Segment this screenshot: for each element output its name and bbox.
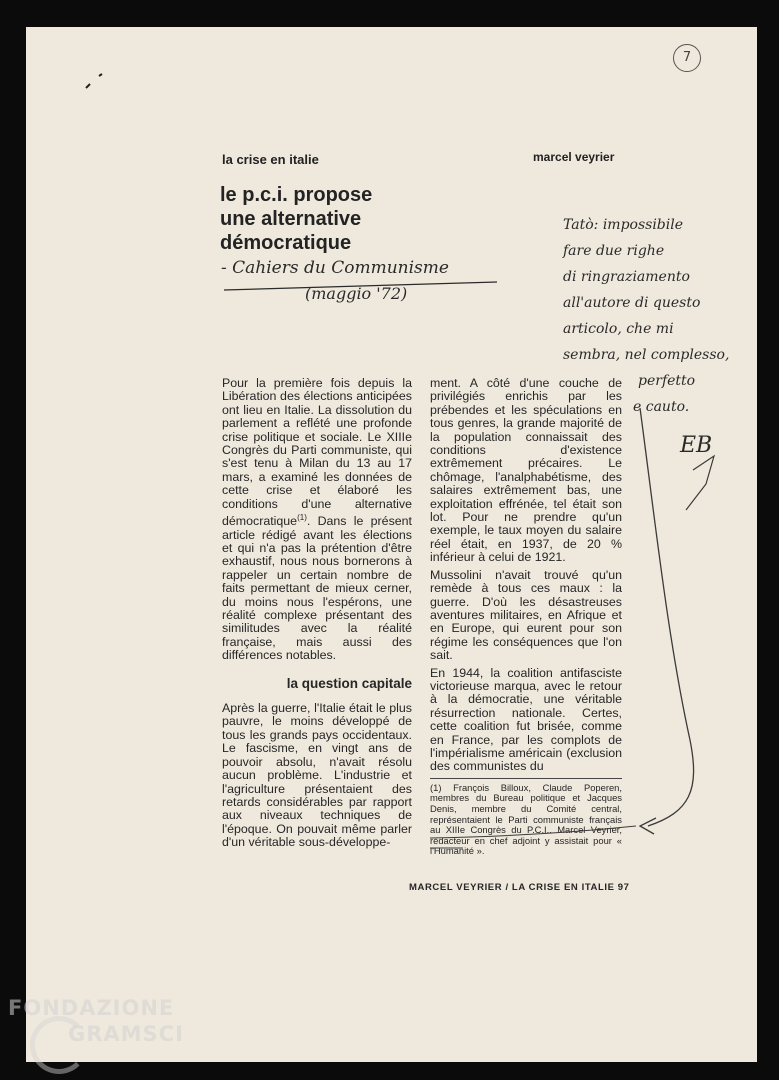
source-underline	[224, 282, 497, 290]
article-paragraph: ment. A côté d'une couche de privilégiés enrichis par les prébendes et les spéculations en tous genres, la grande majorité de la population connaissait des conditions d'existence extrêmement précaires. Le chômage, l'analphabétisme, des salaires extrêmement bas, une exploitation effrénée, tel était son lot. Pour ne prendre qu'un exemple, le taux moyen du salaire réel était, en 1937, de 20 % inférieur à celui de 1921.	[430, 376, 622, 565]
page-number-circled: 7	[673, 44, 701, 72]
handwritten-signature: EB	[680, 433, 713, 458]
footnote: (1) François Billoux, Claude Poperen, membres du Bureau politique et Jacques Denis, membre du Comité central, représentaient le Parti communiste français au XIIIe Congrès du P.C.I.. Marcel Veyrier, rédacteur en chef adjoint y assistait pour « l'Humanité ».	[430, 781, 622, 857]
stray-pen-mark	[86, 74, 102, 88]
author-name: marcel veyrier	[533, 150, 615, 164]
note-line: Tatò: impossibile	[563, 217, 684, 233]
handwritten-source-line1: - Cahiers du Communisme	[221, 258, 449, 278]
signature-flourish	[686, 456, 714, 510]
margin-arrow-line	[640, 408, 694, 826]
note-line: articolo, che mi	[563, 321, 674, 337]
article-paragraph: Pour la première fois depuis la Libération des élections anticipées ont lieu en Italie. La dissolution du parlement a reflété une profonde crise politique et sociale. Le XIIIe Congrès du Parti communiste, qui s'est tenu à Milan du 13 au 17 mars, a examiné les données de cette crise et élaboré les conditions d'une alternative démocratique$^{(1)}$. Dans le présent article rédigé avant les élections et qui n'a pas la prétention d'être exhaustif, nous nous bornerons à rappeler un certain nombre de faits permettant de mieux cerner, du moins nous l'espérons, une réalité complexe présentant des similitudes avec la réalité française, mais aussi des différences notables.	[222, 376, 412, 663]
note-line: all'autore di questo	[563, 295, 701, 311]
page-footer: MARCEL VEYRIER / LA CRISE EN ITALIE 97	[409, 882, 630, 893]
article-paragraph: En 1944, la coalition antifasciste victorieuse marqua, avec le retour à la démocratie, une véritable résurrection nationale. Certes, cette coalition fut brisée, comme en France, par les complots de l'impérialisme américain (exclusion des communistes du	[430, 665, 622, 774]
section-kicker: la crise en italie	[222, 152, 319, 167]
article-paragraph: Mussolini n'avait trouvé qu'un remède à tous ces maux : la guerre. D'où les désastreuses aventures militaires, en Afrique et en Europe, qui eurent pour son régime les conséquences que l'on sait.	[430, 567, 622, 663]
note-line: e cauto.	[633, 399, 690, 415]
section-subhead: la question capitale	[286, 675, 412, 691]
handwritten-source-line2: (maggio '72)	[305, 284, 408, 303]
note-line: fare due righe	[563, 243, 665, 259]
note-line: sembra, nel complesso,	[563, 347, 730, 363]
note-line: di ringraziamento	[563, 269, 690, 285]
title-line: démocratique	[220, 232, 352, 254]
note-line: perfetto	[638, 373, 696, 389]
footnote-underline	[430, 826, 636, 838]
watermark: FONDAZIONE GRAMSCI	[8, 996, 184, 1046]
title-line: une alternative	[220, 208, 362, 230]
footnote-ref: (1)	[297, 513, 307, 523]
title-line: le p.c.i. propose	[220, 184, 373, 206]
article-paragraph: Après la guerre, l'Italie était le plus pauvre, le moins développé de tous les grands pays occidentaux. Le fascisme, en vingt ans de pouvoir absolu, n'avait résolu aucun problème. L'industrie et l'agriculture présentaient des retards considérables par rapport aux niveaux techniques de l'époque. On pouvait même parler d'un véritable sous-développe-	[222, 701, 412, 850]
